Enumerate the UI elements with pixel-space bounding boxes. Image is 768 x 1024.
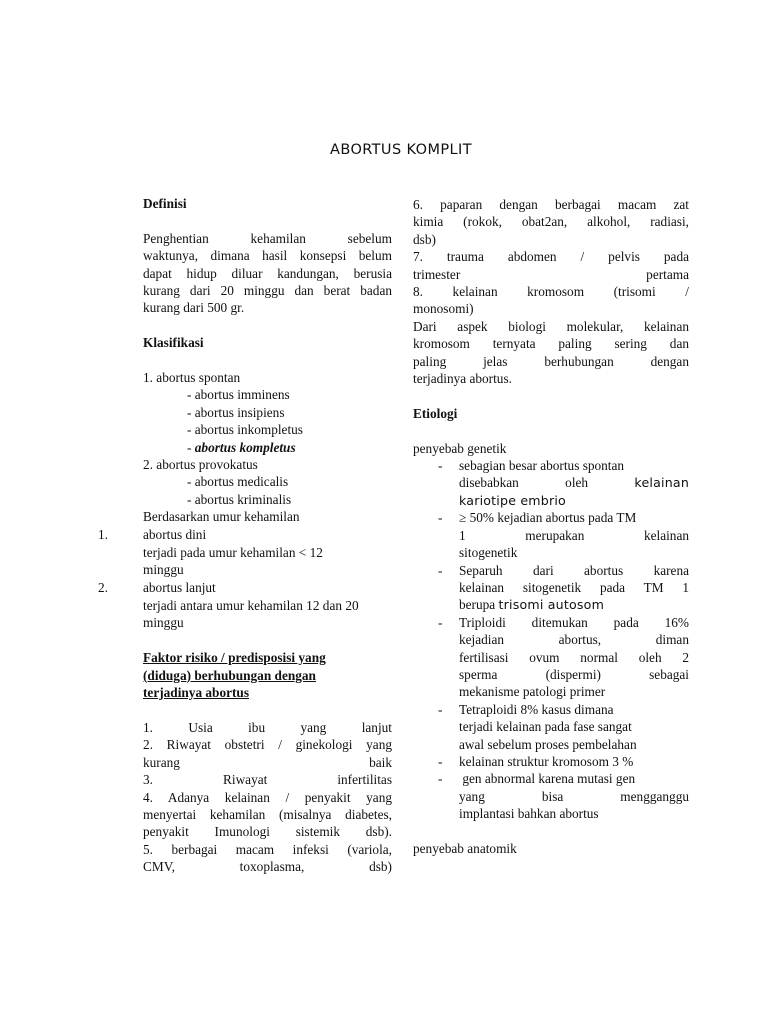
klasifikasi-subitem: - abortus inkompletus <box>187 422 303 438</box>
list-item-line: mekanisme patologi primer <box>459 684 606 700</box>
list-dash: - <box>438 562 443 578</box>
umur-item-desc: minggu <box>143 562 184 578</box>
klasifikasi-item: 2. abortus provokatus <box>143 457 258 473</box>
list-item-line: implantasi bahkan abortus <box>459 806 599 822</box>
list-item-line: awal sebelum proses pembelahan <box>459 736 637 752</box>
list-item <box>413 753 689 770</box>
list-item-sans-text: trisomi autosom <box>498 597 605 613</box>
list-item-line: gen abnormal karena mutasi gen <box>459 771 636 787</box>
list-dash: - <box>438 510 443 526</box>
heading-faktor-risiko: Faktor risiko / predisposisi yang <box>143 650 326 666</box>
etiologi-genetik-list <box>413 457 689 823</box>
klasifikasi-subitem: - abortus imminens <box>187 387 290 403</box>
list-item-text: disebabkan oleh <box>459 475 635 491</box>
list-item-line: 1 merupakan kelainan <box>459 527 689 543</box>
umur-item-number: 2. <box>98 579 108 595</box>
heading-etiologi: Etiologi <box>413 405 458 421</box>
faktor-line: 2. Riwayat obstetri / ginekologi yang <box>143 737 392 753</box>
faktor-line: trimester pertama <box>413 266 689 282</box>
list-dash: - <box>438 614 443 630</box>
umur-item <box>98 579 392 632</box>
list-item-line: sperma (dispermi) sebagai <box>459 666 689 682</box>
list-dash: - <box>438 458 443 474</box>
definisi-line: kurang dari 500 gr. <box>143 300 245 316</box>
umur-item-desc: terjadi antara umur kehamilan 12 dan 20 <box>143 598 359 614</box>
list-item <box>413 562 689 614</box>
list-item-text: berupa <box>459 597 499 613</box>
list-item-line: yang bisa mengganggu <box>459 788 689 804</box>
list-item <box>413 457 689 509</box>
faktor-line: penyakit Imunologi sistemik dsb). <box>143 824 392 840</box>
heading-faktor-risiko: terjadinya abortus <box>143 685 250 701</box>
faktor-line: 8. kelainan kromosom (trisomi / <box>413 284 689 300</box>
list-item <box>413 701 689 753</box>
right-column <box>413 196 689 857</box>
subitem-prefix: - <box>187 439 195 455</box>
faktor-line: CMV, toxoplasma, dsb) <box>143 859 392 875</box>
subitem-bold-label: abortus kompletus <box>194 439 296 455</box>
penyebab-genetik-label: penyebab genetik <box>413 440 507 456</box>
list-dash: - <box>438 753 443 769</box>
umur-item <box>98 526 392 579</box>
list-item-line: Tetraploidi 8% kasus dimana <box>459 701 614 717</box>
umur-item-label: abortus lanjut <box>143 579 216 595</box>
klasifikasi-subitem: - abortus kriminalis <box>187 491 292 507</box>
faktor-line: 7. trauma abdomen / pelvis pada <box>413 249 689 265</box>
aspek-line: terjadinya abortus. <box>413 371 512 387</box>
list-dash: - <box>438 771 443 787</box>
list-item-line: kelainan sitogenetik pada TM 1 <box>459 579 689 595</box>
faktor-line: menyertai kehamilan (misalnya diabetes, <box>143 806 392 822</box>
klasifikasi-subitem: - abortus insipiens <box>187 404 285 420</box>
umur-item-number: 1. <box>98 526 108 542</box>
left-column <box>98 195 392 876</box>
faktor-line: kurang baik <box>143 754 392 770</box>
definisi-line: waktunya, dimana hasil konsepsi belum <box>143 248 392 264</box>
list-item <box>413 614 689 701</box>
list-item-line: fertilisasi ovum normal oleh 2 <box>459 649 689 665</box>
penyebab-anatomik-label: penyebab anatomik <box>413 840 517 856</box>
faktor-line: 5. berbagai macam infeksi (variola, <box>143 841 392 857</box>
klasifikasi-item: 1. abortus spontan <box>143 370 241 386</box>
klasifikasi-subitem: - abortus medicalis <box>187 474 289 490</box>
faktor-line: kimia (rokok, obat2an, alkohol, radiasi, <box>413 214 689 230</box>
umur-intro: Berdasarkan umur kehamilan <box>143 509 300 525</box>
list-dash: - <box>438 701 443 717</box>
faktor-line: 1. Usia ibu yang lanjut <box>143 719 392 735</box>
list-item <box>413 509 689 561</box>
list-item-line: ≥ 50% kejadian abortus pada TM <box>459 510 637 526</box>
definisi-line: Penghentian kehamilan sebelum <box>143 230 392 246</box>
heading-definisi: Definisi <box>143 196 187 211</box>
heading-klasifikasi: Klasifikasi <box>143 335 204 351</box>
faktor-line: 3. Riwayat infertilitas <box>143 772 392 788</box>
list-item-line: kelainan struktur kromosom 3 % <box>459 753 634 769</box>
list-item-sans-text: kelainan <box>634 475 689 491</box>
faktor-line: 6. paparan dengan berbagai macam zat <box>413 197 689 212</box>
list-item-line <box>459 596 689 613</box>
list-item-line: sebagian besar abortus spontan <box>459 458 625 474</box>
aspek-line: paling jelas berhubungan dengan <box>413 353 689 369</box>
list-item-line: kejadian abortus, diman <box>459 632 689 648</box>
definisi-line: kurang dari 20 minggu dan berat badan <box>143 283 392 299</box>
klasifikasi-subitem-highlight <box>143 439 392 456</box>
aspek-line: kromosom ternyata paling sering dan <box>413 336 689 352</box>
list-item <box>413 770 689 822</box>
list-item-line: terjadi kelainan pada fase sangat <box>459 719 632 735</box>
list-item-line: Separuh dari abortus karena <box>459 562 689 578</box>
list-item-line <box>459 474 689 491</box>
faktor-line: 4. Adanya kelainan / penyakit yang <box>143 789 392 805</box>
heading-faktor-risiko: (diduga) berhubungan dengan <box>143 667 316 683</box>
list-item-line: kariotipe embrio <box>459 492 566 508</box>
aspek-line: Dari aspek biologi molekular, kelainan <box>413 318 689 334</box>
list-item-line: sitogenetik <box>459 545 518 561</box>
faktor-line: monosomi) <box>413 301 474 317</box>
page-title: ABORTUS KOMPLIT <box>330 142 472 158</box>
umur-item-desc: terjadi pada umur kehamilan < 12 <box>143 544 323 560</box>
umur-item-label: abortus dini <box>143 526 207 542</box>
faktor-line: dsb) <box>413 231 436 247</box>
umur-item-desc: minggu <box>143 615 184 631</box>
definisi-line: dapat hidup diluar kandungan, berusia <box>143 265 392 281</box>
list-item-line: Triploidi ditemukan pada 16% <box>459 614 689 630</box>
